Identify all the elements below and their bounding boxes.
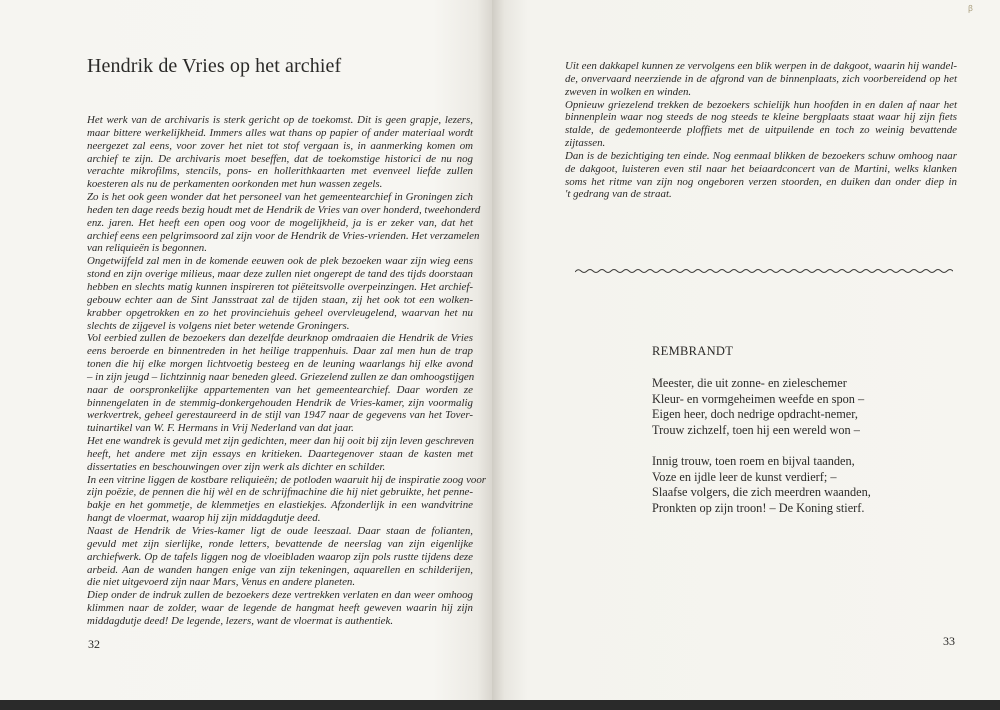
text-line: stond en zijn overige milieus, maar deze zullen niet ongerept de tand des tijds doorstaan (87, 268, 473, 281)
text-line: krabber opgetrokken en zo het provinciehuis geheel overvleugelend, waarvan het nu (87, 306, 473, 319)
text-line: bakje en het gommetje, de klemmetjes en elastiekjes. Afzonderlijk in een wandvitrine (87, 499, 473, 512)
poem-line: Slaafse volgers, die zich meerdren waanden, (652, 485, 871, 500)
text-line: tonen die hij elke morgen lichtvoetig besteeg en de leuning waarlangs hij elke avond (87, 358, 473, 371)
text-line: 't gedrang van de straat. (565, 188, 672, 201)
poem-line: Pronkten op zijn troon! – De Koning stierf. (652, 500, 865, 515)
text-line: archiefwerk. Op de tafels liggen nog de vloeibladen waarop zijn pols rustte tijdens deze (87, 550, 473, 563)
text-line: zijn poëzie, de pennen die hij wèl en de schrijfmachine die hij niet gebruikte, het penne- (87, 486, 473, 499)
text-line: van reliquieën is begonnen. (87, 242, 207, 255)
text-line: zijtassen. (565, 137, 606, 150)
wavy-divider (575, 266, 953, 276)
text-line: Vol eerbied zullen de bezoekers dan dezelfde deurknop omdraaien die Hendrik de Vries (87, 332, 473, 345)
poem-title: REMBRANDT (652, 344, 734, 358)
text-line: Opnieuw griezelend trekken de bezoekers schielijk hun hoofden in en dalen af naar het (565, 98, 957, 111)
poem (652, 376, 871, 532)
text-line: naar de oorspronkelijke appartementen van het gemeentearchief. Daar worden ze (87, 383, 473, 396)
poem-line: Meester, die uit zonne- en zieleschemer (652, 376, 847, 390)
text-line: dissertaties en beschouwingen over zijn werk als dichter en schilder. (87, 460, 386, 473)
text-line: koesteren als nu de perkamenten oorkonden met hun wassen zegels. (87, 178, 383, 191)
text-line: Ongetwijfeld zal men in de komende eeuwen ook de plek bezoeken waar zijn wieg eens (87, 255, 473, 268)
text-line: gevuld met zijn sierlijke, ronde letters, bevattende de neerslag van zijn eigenlijke (87, 537, 473, 550)
text-line: Het ene wandrek is gevuld met zijn gedichten, meer dan hij ooit bij zijn leven geschreven (87, 435, 474, 448)
poem-line: Kleur- en vormgeheimen weefde en spon – (652, 391, 865, 406)
text-line: slechts de zijgevel is volgens niet beter wetende Groningers. (87, 319, 350, 332)
text-line: arbeid. Aan de wanden hangen enige van zijn tekeningen, aquarellen en schilderijen, (87, 563, 473, 576)
poem-line: Trouw zichzelf, toen hij een wereld won – (652, 422, 860, 437)
left-page (0, 0, 492, 700)
text-line: werkvertrek, geheel gerestaureerd in de stijl van 1947 naar de gegevens van het Tover- (87, 409, 473, 422)
poem-stanza (652, 454, 871, 516)
text-line: gebouw echter aan de Sint Jansstraat zal de tijden staan, zij het ook tot een wolken- (87, 293, 473, 306)
text-line: de dakgoot, luisteren even stil naar het beiaardconcert van de Martini, welks klanken (565, 162, 957, 175)
text-line: heden ten dage reeds bezig houdt met de Hendrik de Vries van over honderd, tweehonderd (87, 203, 481, 216)
text-line: binnenplein waar nog steeds de nog steeds te kleine bergplaats staat waar hij zijn fiets (565, 111, 957, 124)
text-line: Zo is het ook geen wonder dat het personeel van het gemeentearchief in Groningen zich (87, 191, 473, 204)
text-line: tuinartikel van W. F. Hermans in Vrij Nederland van dat jaar. (87, 422, 354, 435)
text-line: soms het ritme van zijn nog ongeboren verzen stoorden, en duiken dan onder diep in (565, 175, 957, 188)
text-line: Het werk van de archivaris is sterk gericht op de toekomst. Dit is geen grapje, lezers, (87, 114, 473, 126)
text-line: Naast de Hendrik de Vries-kamer ligt de oude leeszaal. Daar staan de folianten, (87, 525, 473, 537)
text-line: maar bittere werkelijkheid. Immers alles wat thans op papier of ander materiaal wordt (87, 126, 473, 139)
text-line: middagdutje deed! De legende, lezers, want de vloermat is authentiek. (87, 614, 394, 627)
text-line: archief te zijn. De archivaris moet beseffen, dat de toekomstige historici de nu nog (87, 152, 473, 165)
text-line: eens beroerde en binnentreden in het heilige trappenhuis. Daar zal men hun de trap (87, 345, 473, 358)
text-line: In een vitrine liggen de kostbare reliquieën; de potloden waaruit hij de inspiratie zoog voor (87, 473, 487, 486)
text-line: klimmen naar de zolder, waar de legende de hangmat heeft geweven waarin hij zijn (87, 602, 473, 615)
text-line: Diep onder de indruk zullen de bezoekers deze vertrekken verlaten en dan weer omhoog (87, 589, 473, 602)
poem-line: Voze en ijdle leer de kunst verdierf; – (652, 469, 837, 484)
chapter-title: Hendrik de Vries op het archief (87, 55, 342, 77)
text-line: hebben en slechts matig kunnen inspireren tot piëteitsvolle overpeinzingen. Het archief- (87, 280, 473, 293)
text-line: enz. jaren. Het heeft een open oog voor de mogelijkheid, ja is er zeker van, dat het (87, 216, 473, 229)
text-line: binnengelaten in de stemmig-donkergehouden Hendrik de Vries-kamer, zijn voormalig (87, 396, 473, 409)
page-number-right: 33 (943, 634, 955, 648)
text-line: archief eens een pelgrimsoord zal zijn voor de Hendrik de Vries-vrienden. Het verzamelen (87, 229, 480, 242)
text-line: zweven in wolken en winden. (565, 85, 692, 98)
text-line: neergezet zal eens, voor zover het niet tot stof vergaan is, in aanmerking komen om (87, 139, 473, 152)
text-line: hangt de vloermat, waarop hij zijn middagdutje deed. (87, 512, 321, 525)
ink-mark: ꞵ (968, 4, 974, 13)
right-body-text (565, 60, 957, 201)
text-line: – in zijn jeugd – lichtzinnig naar beneden gleed. Griezelend zullen ze dan omhoogstijgen (87, 370, 475, 383)
text-line: heeft, het andere met zijn essays en kritieken. Daartegenover staan de kasten met (87, 447, 473, 460)
poem-line: Innig trouw, toen roem en bijval taanden, (652, 453, 855, 468)
page-number-left: 32 (88, 637, 100, 651)
poem-stanza (652, 376, 871, 438)
text-line: Dan is de bezichtiging ten einde. Nog eenmaal blikken de bezoekers schuw omhoog naar (565, 149, 957, 162)
text-line: stalde, de gedemonteerde ploffiets met de uitpuilende en toch zo weinig bevattende (565, 124, 957, 137)
text-line: verachte mikrofilms, stencils, pons- en hollerithkaarten met evenveel liefde zullen (87, 165, 473, 178)
left-body-text (87, 114, 487, 628)
text-line: de, onvervaard neerziende in de afgrond van de binnenplaats, zich voorbereidend op het (565, 72, 957, 85)
poem-line: Eigen heer, doch nedrige opdracht-nemer, (652, 407, 858, 422)
text-line: Uit een dakkapel kunnen ze vervolgens een blik werpen in de dakgoot, waarin hij wandel- (565, 60, 957, 72)
text-line: die niet uitgevoerd zijn naar Mars, Venus en andere planeten. (87, 576, 356, 589)
